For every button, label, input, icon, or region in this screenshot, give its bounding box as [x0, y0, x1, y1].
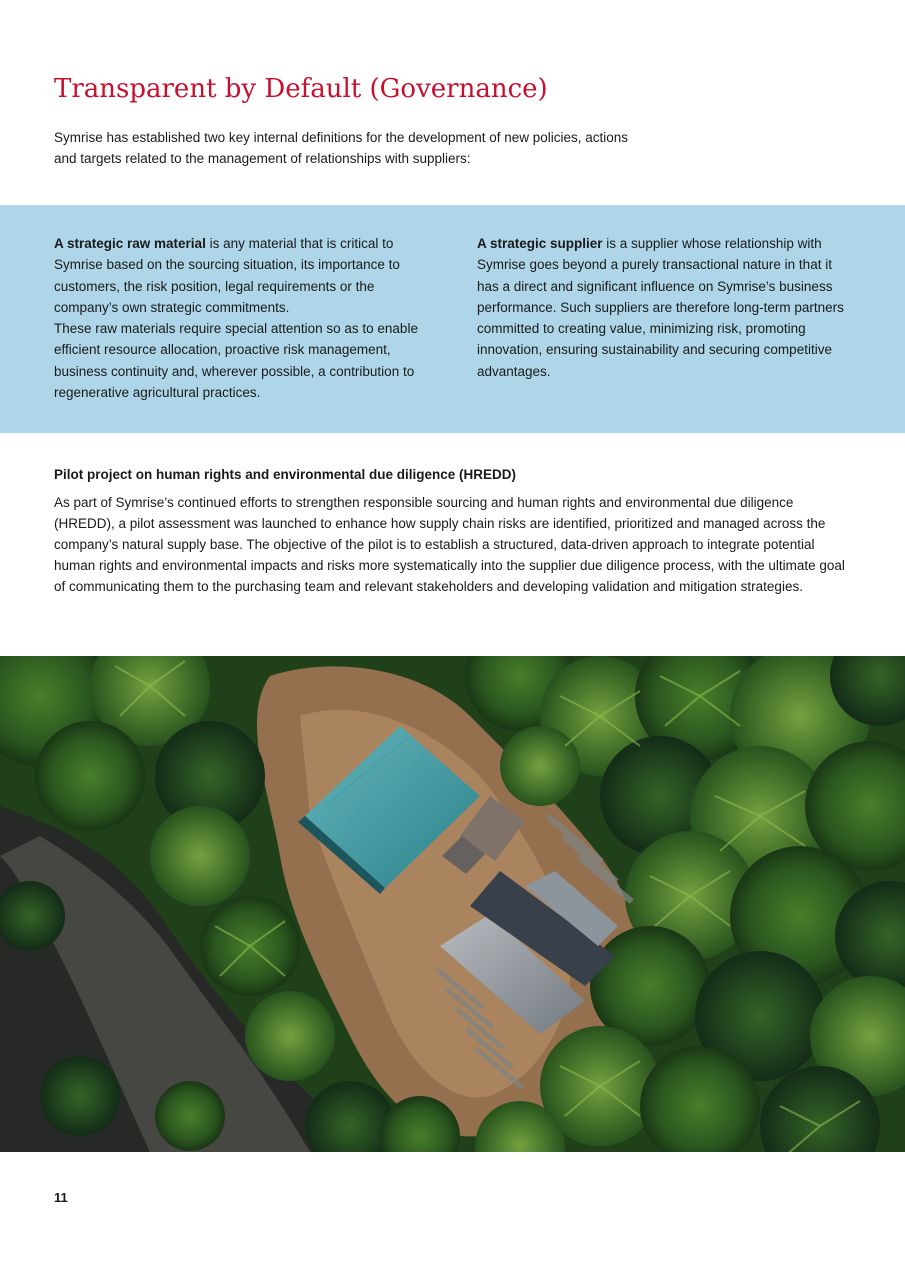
page-title: Transparent by Default (Governance) [54, 74, 548, 104]
definition-text-raw-material: is any material that is critical to Symrise based on the sourcing situation, its importance to customers, the risk position, legal requirements or the company’s own strategic commitments. [54, 236, 400, 315]
intro-paragraph: Symrise has established two key internal definitions for the development of new policies, actions and targets related to the management of relationships with suppliers: [54, 130, 629, 166]
definition-text-raw-material-continued: These raw materials require special attention so as to enable efficient resource allocation, proactive risk management, business continuity and, wherever possible, a contribution to regenerative agricultural practices. [54, 321, 418, 401]
definition-term-raw-material: A strategic raw material [54, 236, 206, 251]
definition-strategic-supplier [477, 233, 855, 382]
definition-text-supplier: is a supplier whose relationship with Symrise goes beyond a purely transactional nature in that it has a direct and significant influence on Symrise’s business performance. Such suppliers are therefore long-term partners committed to creating value, minimizing risk, promoting innovation, ensuring sustainability and securing competitive advantages. [477, 236, 844, 379]
hredd-heading: Pilot project on human rights and environmental due diligence (HREDD) [54, 467, 517, 482]
aerial-photo-illustration [0, 656, 905, 1152]
definition-term-supplier: A strategic supplier [477, 236, 603, 251]
definition-strategic-raw-material [54, 233, 426, 403]
page-number: 11 [54, 1190, 68, 1205]
aerial-photo-farm-in-forest [0, 656, 905, 1152]
hredd-body: As part of Symrise’s continued efforts to strengthen responsible sourcing and human rights and environmental due diligence (HREDD), a pilot assessment was launched to enhance how supply chain risks are identified, prioritized and managed across the company’s natural supply base. The objective of the pilot is to establish a structured, data-driven approach to integrate potential human rights and environmental impacts and risks more systematically into the supplier due diligence process, with the ultimate goal of communicating them to the purchasing team and relevant stakeholders and developing validation and mitigation strategies. [54, 495, 845, 594]
definitions-band [0, 205, 905, 433]
